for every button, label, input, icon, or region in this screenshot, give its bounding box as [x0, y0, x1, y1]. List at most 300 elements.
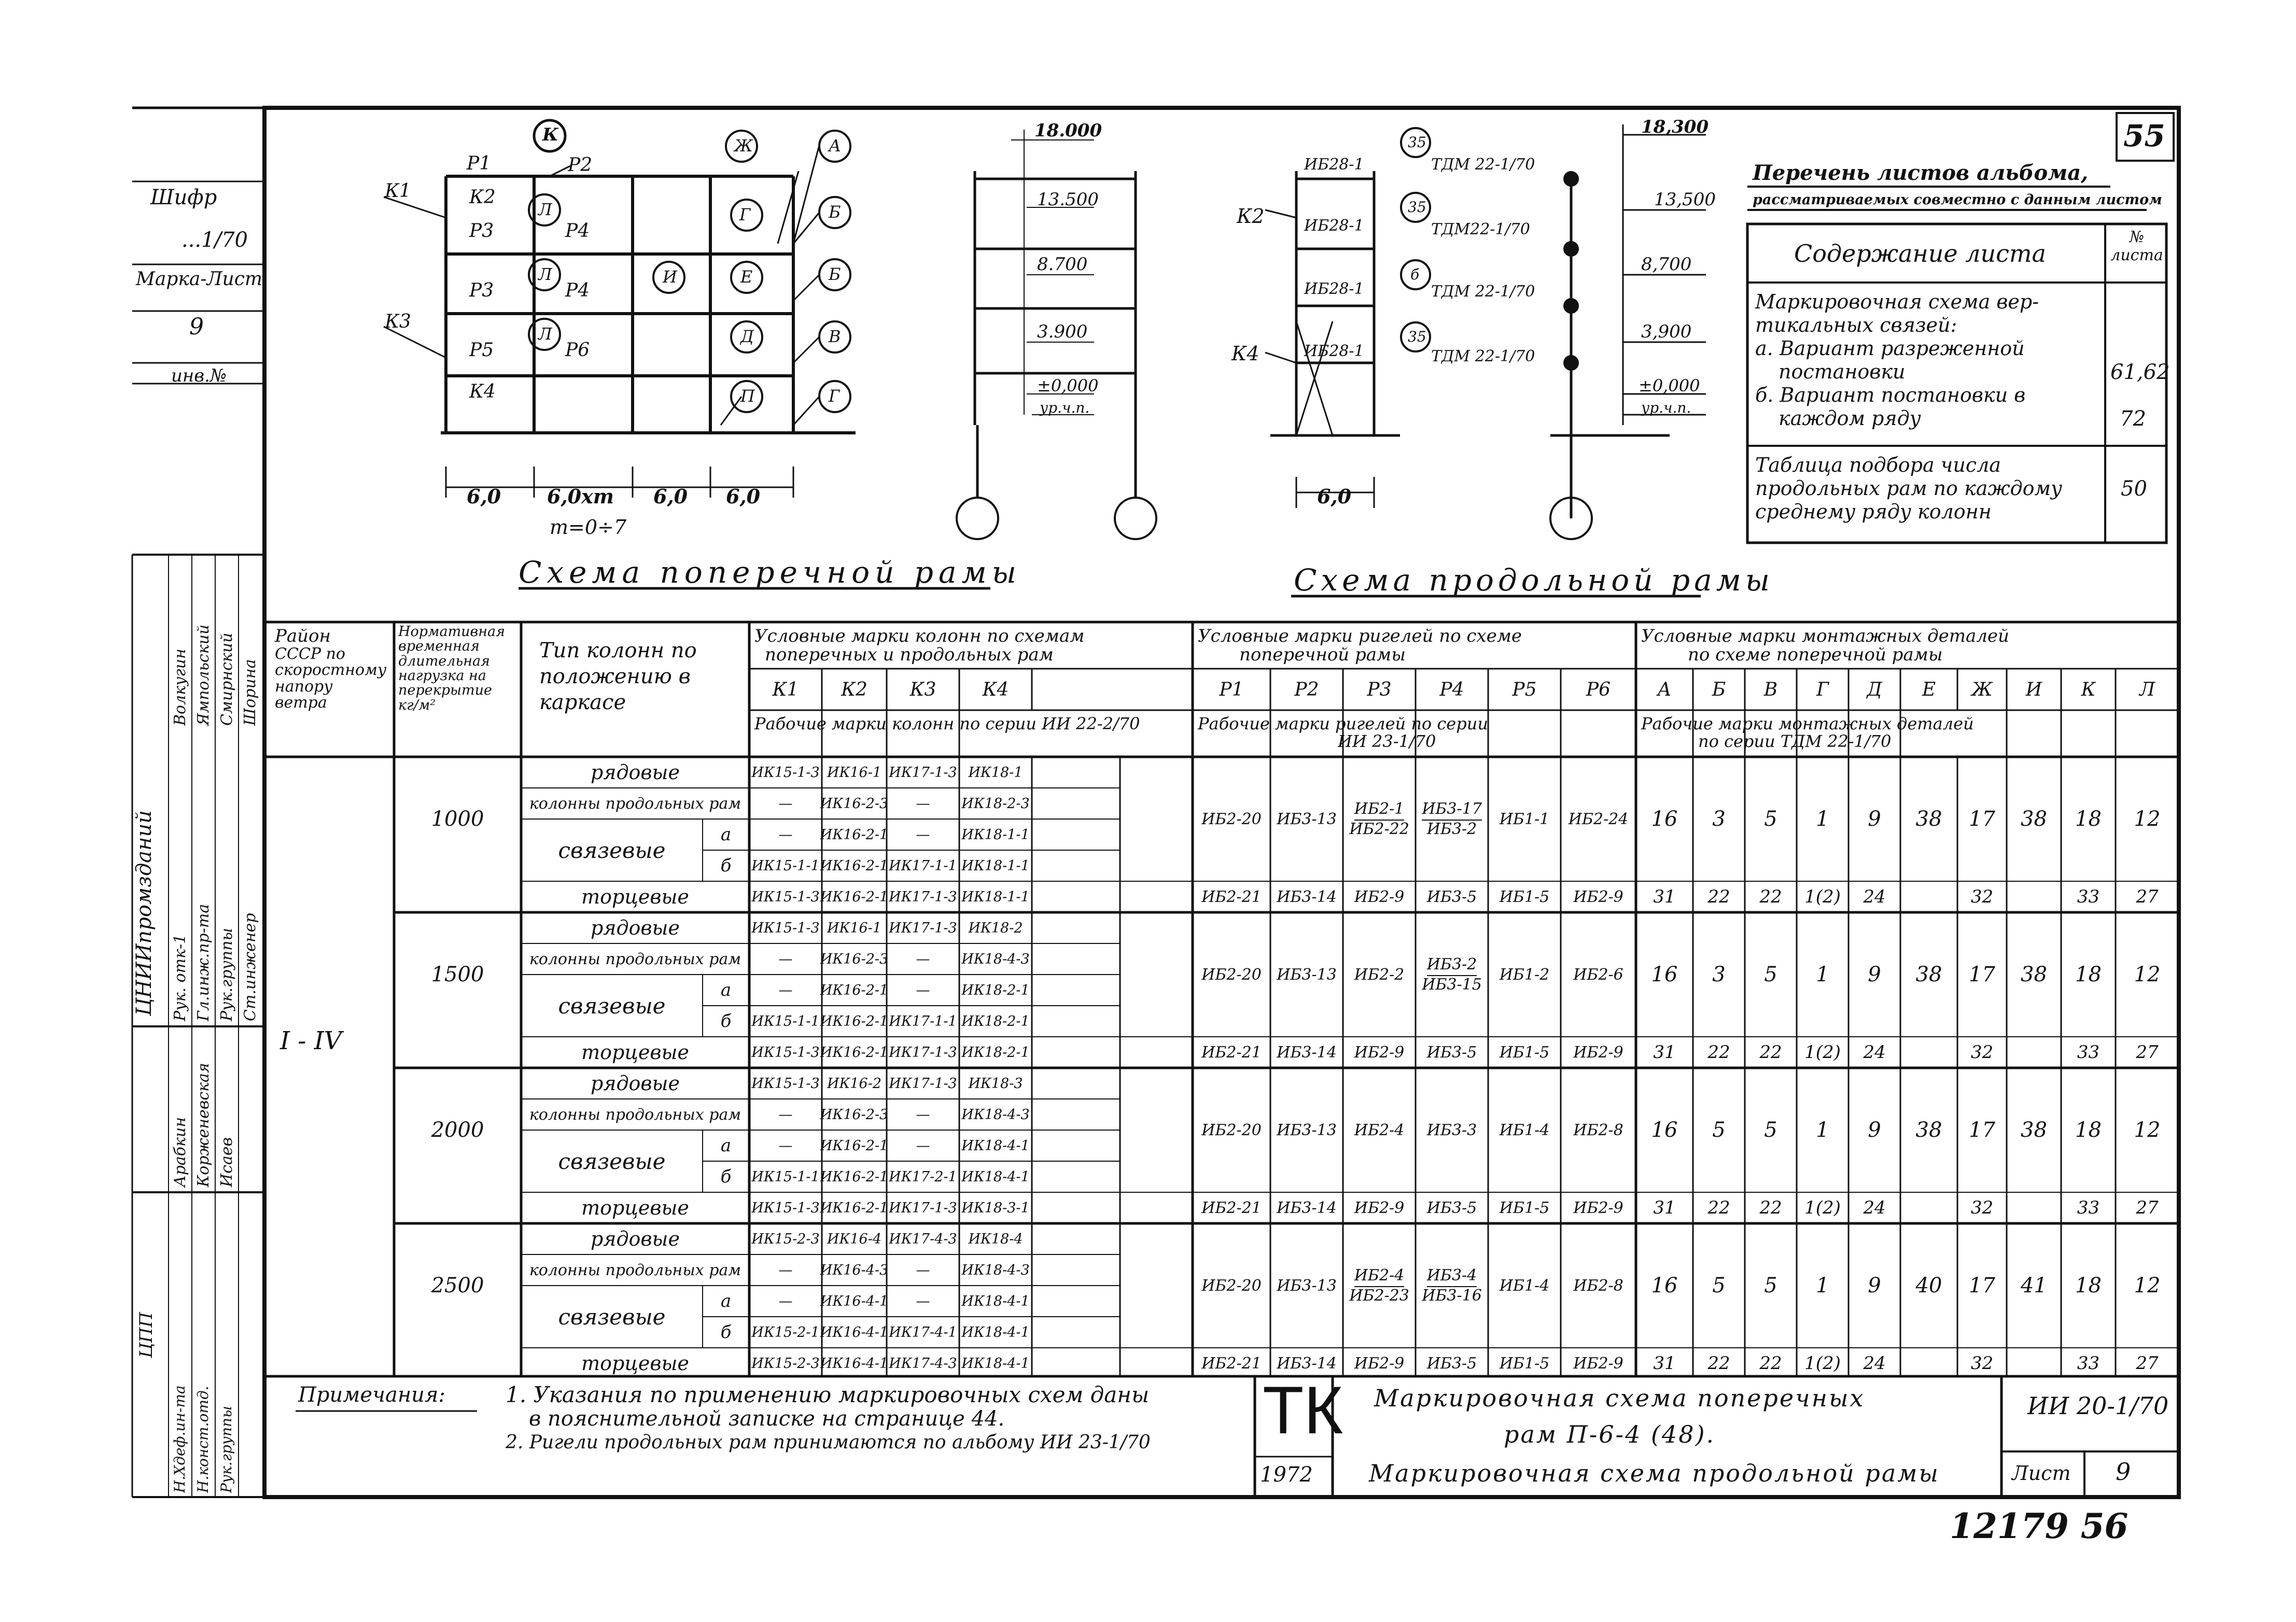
column-mark: ИК16-4-1 — [820, 1355, 889, 1372]
rigel-mark: ИБ2-20 — [1201, 965, 1262, 984]
circle-label-d: Д — [740, 327, 754, 346]
column-mark: ИК18-2-3 — [961, 795, 1030, 812]
column-mark: — — [778, 1262, 793, 1278]
detail-mark: 12 — [2134, 963, 2161, 986]
column-mark: ИК17-1-3 — [889, 888, 957, 905]
span-1: 6,0 — [467, 485, 501, 508]
rigel-end-mark: ИБ1-5 — [1499, 1043, 1550, 1062]
column-mark: ИК18-4-3 — [961, 1262, 1030, 1278]
rigel-label-p5: Р5 — [469, 340, 494, 361]
column-mark: ИК17-4-3 — [889, 1355, 957, 1372]
column-mark: ИК15-1-1 — [751, 1013, 820, 1029]
header-load-line: перекрытие — [398, 682, 492, 699]
circle-label-b2: Б — [829, 264, 841, 284]
longitudinal-title: Схема продольной рамы — [1294, 562, 1774, 598]
detail-end-mark — [1900, 1348, 1957, 1379]
detail-end-mark: 31 — [1653, 1042, 1676, 1063]
header-type — [539, 638, 747, 715]
long-column-k4: К4 — [1231, 342, 1259, 365]
rigel-mark: ИБ3-3 — [1426, 1121, 1477, 1139]
sheet-list-row-1-line: Маркировочная схема вер- — [1755, 290, 2039, 313]
region-value: I - IV — [280, 1026, 342, 1055]
col-type-end: торцевые — [581, 1041, 689, 1064]
header-detail-6: Е — [1922, 679, 1936, 700]
tie-2: ТДМ22-1/70 — [1431, 220, 1530, 238]
span-2: 6,0хm — [547, 485, 614, 508]
circle-label-i: И — [663, 267, 677, 287]
rigel-mark: ИБ3-13 — [1277, 810, 1337, 828]
column-mark: ИК18-4-1 — [961, 1324, 1030, 1341]
header-detail-10: Л — [2139, 679, 2155, 700]
code-label: Шифр — [150, 186, 217, 209]
column-mark: — — [916, 795, 930, 812]
detail-mark: 5 — [1764, 963, 1777, 986]
column-mark: ИК17-1-1 — [889, 857, 957, 874]
column-mark: ИК15-1-1 — [751, 1168, 820, 1185]
rigel-mark-part: ИБ2-1 — [1354, 800, 1405, 821]
detail-mark: 5 — [1764, 1274, 1777, 1297]
load-value: 1000 — [431, 807, 484, 831]
sub-a: а — [720, 1291, 732, 1311]
tk-logo: ТК — [1263, 1372, 1343, 1448]
header-detail-3: В — [1763, 679, 1778, 700]
detail-end-mark — [1900, 1037, 1957, 1068]
detail-end-mark — [1900, 1192, 1957, 1223]
detail-mark: 38 — [1915, 807, 1942, 831]
header-region-line: напору — [275, 677, 333, 696]
column-label-k4: К4 — [469, 381, 496, 402]
sheet-list-title: Перечень листов альбома, — [1753, 161, 2089, 185]
rigel-end-mark: ИБ2-9 — [1573, 887, 1623, 906]
title-series: ИИ 20-1/70 — [2027, 1392, 2169, 1420]
detail-end-mark: 1(2) — [1804, 1042, 1841, 1063]
rigel-end-mark: ИБ3-14 — [1277, 1198, 1337, 1217]
tie-4: ТДМ 22-1/70 — [1431, 347, 1535, 365]
column-mark: ИК18-1-1 — [961, 888, 1030, 905]
header-rigels — [1198, 627, 1522, 664]
rigel-end-mark: ИБ2-9 — [1354, 1043, 1405, 1062]
column-mark: ИК17-1-3 — [889, 1200, 957, 1216]
sheet-list-col-num: № листа — [2110, 228, 2163, 264]
col-type-tie: связевые — [558, 1304, 666, 1330]
column-mark: — — [778, 951, 793, 967]
detail-end-mark: 22 — [1759, 1197, 1782, 1218]
detail-mark: 18 — [2075, 1118, 2102, 1142]
notes-label: Примечания: — [298, 1383, 445, 1407]
elev2-2: 13,500 — [1654, 189, 1716, 210]
detail-end-mark: 32 — [1970, 886, 1994, 907]
detail-end-mark: 24 — [1863, 1042, 1886, 1063]
detail-mark: 1 — [1816, 963, 1829, 986]
rigel-mark — [1416, 1223, 1488, 1348]
column-mark: — — [778, 982, 793, 998]
detail-end-mark: 33 — [2077, 886, 2100, 907]
rigel-mark: ИБ2-6 — [1573, 965, 1623, 984]
column-mark: ИК17-1-3 — [889, 764, 957, 781]
detail-end-mark: 27 — [2136, 1042, 2159, 1063]
sub-a: а — [720, 824, 732, 845]
title-line-2: рам П-6-4 (48). — [1504, 1420, 1716, 1448]
column-mark: ИК16-4-1 — [820, 1324, 889, 1341]
header-detail-2: Б — [1712, 679, 1726, 700]
column-mark: ИК18-1-1 — [961, 826, 1030, 843]
m-note: m=0÷7 — [550, 516, 627, 539]
column-mark: ИК18-4-1 — [961, 1168, 1030, 1185]
rigel-mark: ИБ1-4 — [1499, 1121, 1550, 1139]
circle-label-e: Е — [740, 267, 753, 287]
elev2-4: 3,900 — [1641, 321, 1692, 342]
header-col-1: К1 — [772, 679, 799, 700]
detail-mark: 38 — [2021, 807, 2047, 831]
rigel-end-mark: ИБ2-9 — [1573, 1043, 1623, 1062]
col-type-end: торцевые — [581, 1352, 689, 1375]
header-rigel-3: Р3 — [1367, 679, 1392, 700]
column-mark: ИК16-2-1 — [820, 888, 889, 905]
header-columns-line: поперечных и продольных рам — [765, 644, 1054, 665]
col-type-end: торцевые — [581, 1196, 689, 1219]
column-mark: ИК15-1-3 — [751, 920, 820, 936]
sheet-list-num-2: 72 — [2120, 407, 2146, 431]
detail-mark: 18 — [2075, 807, 2102, 831]
detail-mark: 17 — [1969, 963, 1995, 986]
column-mark: — — [778, 826, 793, 843]
rigel-end-mark: ИБ2-9 — [1354, 1354, 1405, 1373]
column-mark: ИК15-1-3 — [751, 1200, 820, 1216]
rigel-mark: ИБ1-1 — [1499, 810, 1550, 828]
column-mark: ИК15-2-1 — [751, 1324, 820, 1341]
circle-label-l1: Л — [538, 200, 552, 219]
tie-num-2: 35 — [1408, 199, 1426, 216]
detail-end-mark: 27 — [2136, 1353, 2159, 1374]
rigel-mark — [1416, 757, 1488, 881]
sub-b: б — [720, 1322, 732, 1343]
rigel-end-mark: ИБ3-5 — [1426, 887, 1477, 906]
column-mark: — — [778, 1106, 793, 1123]
rigel-end-mark: ИБ3-14 — [1277, 1354, 1337, 1373]
title-line-1: Маркировочная схема поперечных — [1374, 1384, 1865, 1412]
column-mark: ИК16-2-1 — [820, 1168, 889, 1185]
column-mark: ИК15-1-3 — [751, 888, 820, 905]
span-4: 6,0 — [726, 485, 761, 508]
column-mark: — — [778, 795, 793, 812]
detail-end-mark: 31 — [1653, 1353, 1676, 1374]
detail-mark: 17 — [1969, 1118, 1995, 1142]
column-mark: ИК15-2-3 — [751, 1355, 820, 1372]
span-3: 6,0 — [653, 485, 688, 508]
header-load-line: временная — [398, 638, 480, 655]
org2-name: ЦПП — [136, 1312, 157, 1358]
tie-num-1: 35 — [1408, 134, 1426, 151]
col-type-row: рядовые — [590, 916, 680, 939]
detail-mark: 16 — [1651, 1118, 1678, 1142]
detail-end-mark: 24 — [1863, 1197, 1886, 1218]
elev2-6: ур.ч.п. — [1641, 399, 1691, 416]
detail-end-mark — [2007, 1348, 2061, 1379]
detail-end-mark: 32 — [1970, 1197, 1994, 1218]
long-rigel-4: ИБ28-1 — [1304, 342, 1364, 360]
column-mark: ИК16-2-1 — [820, 1137, 889, 1154]
header-load — [398, 625, 520, 713]
column-mark: ИК17-4-1 — [889, 1324, 957, 1341]
rigel-mark-part: ИБ3-17 — [1422, 800, 1482, 821]
column-mark: ИК18-4-1 — [961, 1137, 1030, 1154]
header-col-3: К3 — [909, 679, 936, 700]
header-region-line: ветра — [275, 694, 327, 712]
long-rigel-3: ИБ28-1 — [1304, 280, 1364, 298]
detail-end-mark: 32 — [1970, 1353, 1994, 1374]
circle-label-p: П — [740, 386, 755, 406]
detail-mark: 17 — [1969, 807, 1995, 831]
col-type-row: рядовые — [590, 1072, 680, 1095]
rigel-end-mark: ИБ3-5 — [1426, 1043, 1477, 1062]
column-mark: ИК16-2-1 — [820, 1013, 889, 1029]
name2-3: Исаев — [218, 1137, 236, 1187]
rigel-mark-part: ИБ2-22 — [1349, 820, 1409, 838]
rigel-mark-part: ИБ3-16 — [1422, 1287, 1482, 1305]
detail-end-mark: 33 — [2077, 1353, 2100, 1374]
column-label-k2: К2 — [469, 187, 496, 208]
column-mark: ИК17-4-3 — [889, 1231, 957, 1247]
long-span: 6,0 — [1317, 485, 1352, 508]
circle-label-g2: Г — [829, 386, 840, 406]
detail-mark: 16 — [1651, 807, 1678, 831]
header-rigel-2: Р2 — [1294, 679, 1319, 700]
rigel-mark: ИБ3-13 — [1277, 1121, 1337, 1139]
detail-mark: 18 — [2075, 963, 2102, 986]
header-region-line: Район — [275, 626, 331, 646]
rigel-end-mark: ИБ1-5 — [1499, 1198, 1550, 1217]
circle-label-b1: Б — [829, 202, 841, 222]
sheet-list-num-3: 50 — [2121, 477, 2147, 501]
rigel-mark — [1343, 1223, 1416, 1348]
sheet-list-row-2-line: Таблица подбора числа — [1755, 454, 2001, 476]
detail-end-mark: 22 — [1707, 1197, 1730, 1218]
col-type-row: рядовые — [590, 1228, 680, 1250]
long-rigel-1: ИБ28-1 — [1304, 156, 1364, 174]
title-sheet-number: 9 — [2116, 1458, 2131, 1486]
mark-value: 9 — [189, 314, 204, 340]
header-detail-7: Ж — [1971, 679, 1993, 700]
col-type-row: рядовые — [590, 761, 680, 784]
rigel-mark-part: ИБ2-4 — [1354, 1267, 1405, 1287]
col-type-tie: связевые — [558, 1148, 666, 1174]
header-rigel-4: Р4 — [1439, 679, 1464, 700]
column-mark: ИК18-3 — [968, 1075, 1023, 1092]
circle-label-v: В — [829, 327, 841, 346]
name-1: Волкугин — [171, 648, 189, 726]
header-region-line: скоростному — [275, 661, 387, 680]
header-load-line: нагрузка на — [398, 668, 486, 684]
rigel-mark-part: ИБ3-2 — [1426, 820, 1477, 838]
header-col-2: К2 — [841, 679, 867, 700]
column-mark: ИК16-2-1 — [820, 857, 889, 874]
column-mark: ИК18-3-1 — [961, 1200, 1030, 1216]
role-4: Ст.инженер — [241, 913, 259, 1021]
header-details-series — [1641, 715, 1974, 750]
column-mark: ИК17-1-3 — [889, 920, 957, 936]
load-value: 1500 — [431, 963, 484, 986]
header-rigels-line: Условные марки ригелей по схеме — [1198, 626, 1522, 646]
detail-mark: 3 — [1712, 807, 1726, 831]
column-mark: ИК16-2-3 — [820, 951, 889, 967]
sheet-list-num-1: 61,62 — [2110, 360, 2170, 384]
header-detail-5: Д — [1867, 679, 1882, 700]
detail-mark: 9 — [1868, 1118, 1881, 1142]
tie-num-4: 35 — [1408, 328, 1426, 345]
rigel-mark-part: ИБ3-15 — [1422, 976, 1482, 994]
header-type-line: Тип колонн по — [539, 639, 697, 662]
elev-5: ±0,000 — [1037, 376, 1099, 396]
elev-4: 3.900 — [1037, 321, 1088, 342]
detail-end-mark: 22 — [1759, 886, 1782, 907]
detail-end-mark: 22 — [1759, 1353, 1782, 1374]
sheet-list-row-2-line: среднему ряду колонн — [1755, 500, 1992, 523]
note-2: 2. Ригели продольных рам принимаются по альбому ИИ 23-1/70 — [506, 1432, 1151, 1453]
sub-a: а — [720, 980, 732, 1000]
detail-mark: 3 — [1712, 963, 1726, 986]
detail-end-mark: 27 — [2136, 886, 2159, 907]
detail-end-mark: 32 — [1970, 1042, 1994, 1063]
column-mark: — — [916, 1106, 930, 1123]
detail-mark: 1 — [1816, 807, 1829, 831]
header-rigels-series-line: Рабочие марки ригелей по серии — [1198, 714, 1488, 734]
detail-mark: 16 — [1651, 1274, 1678, 1297]
note-1: 1. Указания по применению маркировочных схем даны — [506, 1382, 1150, 1407]
page-number: 55 — [2123, 118, 2165, 153]
elev-3: 8.700 — [1037, 254, 1088, 275]
code-value: ...1/70 — [181, 228, 248, 252]
column-mark: ИК16-2-3 — [820, 795, 889, 812]
circle-label-g: Г — [739, 205, 751, 224]
detail-end-mark: 22 — [1707, 1042, 1730, 1063]
column-mark: ИК15-1-1 — [751, 857, 820, 874]
rigel-mark — [1343, 757, 1416, 881]
rigel-end-mark: ИБ2-9 — [1354, 887, 1405, 906]
col-type-tie: связевые — [558, 993, 666, 1019]
header-details-series-line: по серии ТДМ 22-1/70 — [1698, 731, 1892, 751]
header-details-series-line: Рабочие марки монтажных деталей — [1641, 714, 1974, 734]
column-mark: ИК15-1-3 — [751, 1075, 820, 1092]
header-load-line: кг/м² — [398, 697, 436, 713]
sheet-list-row-1-line: тикальных связей: — [1755, 314, 1957, 336]
header-rigel-5: Р5 — [1512, 679, 1537, 700]
name2-1: Арабкин — [171, 1117, 189, 1187]
role-2: Гл.инж.пр-та — [194, 904, 213, 1021]
column-mark: — — [778, 1137, 793, 1154]
detail-end-mark: 22 — [1707, 886, 1730, 907]
rigel-end-mark: ИБ2-21 — [1201, 1043, 1262, 1062]
detail-end-mark: 27 — [2136, 1197, 2159, 1218]
tie-3: ТДМ 22-1/70 — [1431, 283, 1535, 301]
rigel-mark: ИБ2-20 — [1201, 810, 1262, 828]
rigel-mark-part: ИБ2-23 — [1349, 1287, 1409, 1305]
sheet-list-row-2-line: продольных рам по каждому — [1755, 477, 2063, 500]
col-type-long: колонны продольных рам — [529, 1261, 741, 1279]
rigel-end-mark: ИБ2-21 — [1201, 1354, 1262, 1373]
detail-mark: 9 — [1868, 963, 1881, 986]
col-type-tie: связевые — [558, 837, 666, 863]
detail-mark: 38 — [1915, 963, 1942, 986]
circle-label-zh: Ж — [734, 136, 753, 156]
rigel-label-p1: Р1 — [467, 153, 492, 174]
column-mark: ИК16-4 — [827, 1231, 882, 1247]
detail-mark: 12 — [2134, 1118, 2161, 1142]
detail-end-mark: 31 — [1653, 1197, 1676, 1218]
role2-1: Н.Хдеф.ин-та — [171, 1385, 188, 1493]
title-line-3: Маркировочная схема продольной рамы — [1369, 1459, 1940, 1487]
rigel-label-p3b: Р3 — [469, 280, 494, 301]
header-region — [275, 627, 389, 711]
detail-mark: 1 — [1816, 1274, 1829, 1297]
sheet-list-subtitle: рассматриваемых совместно с данным листом — [1753, 192, 2162, 208]
detail-mark: 38 — [2021, 963, 2047, 986]
rigel-end-mark: ИБ3-5 — [1426, 1354, 1477, 1373]
column-mark: ИК15-1-3 — [751, 1044, 820, 1061]
long-rigel-2: ИБ28-1 — [1304, 217, 1364, 235]
rigel-label-p4b: Р4 — [565, 280, 590, 301]
column-mark: ИК18-4-1 — [961, 1293, 1030, 1309]
header-detail-1: А — [1657, 679, 1672, 700]
rigel-end-mark: ИБ2-21 — [1201, 887, 1262, 906]
sheet-list-row-1-line: а. Вариант разреженной — [1755, 337, 2025, 360]
header-type-line: положению в — [539, 665, 691, 688]
column-mark: ИК18-4-3 — [961, 1106, 1030, 1123]
tie-1: ТДМ 22-1/70 — [1431, 156, 1535, 174]
detail-mark: 12 — [2134, 1274, 2161, 1297]
rigel-mark: ИБ2-24 — [1568, 810, 1629, 828]
circle-label-a: А — [829, 136, 842, 156]
col-type-end: торцевые — [581, 885, 689, 908]
role2-3: Рук.группы — [218, 1406, 235, 1493]
rigel-end-mark: ИБ3-5 — [1426, 1198, 1477, 1217]
column-label-k1: К1 — [385, 180, 411, 202]
detail-end-mark: 33 — [2077, 1042, 2100, 1063]
column-mark: ИК17-2-1 — [889, 1168, 957, 1185]
rigel-end-mark: ИБ1-5 — [1499, 887, 1550, 906]
rigel-mark-part: ИБ3-2 — [1427, 956, 1477, 976]
detail-mark: 16 — [1651, 963, 1678, 986]
detail-mark: 38 — [2021, 1118, 2047, 1142]
rigel-mark — [1416, 912, 1488, 1037]
name2-2: Корженевская — [194, 1063, 213, 1187]
column-mark: — — [916, 951, 930, 967]
role2-2: Н.конст.отд. — [194, 1386, 212, 1493]
header-details-line: по схеме поперечной рамы — [1688, 644, 1943, 665]
column-mark: ИК18-4-1 — [961, 1355, 1030, 1372]
detail-mark: 9 — [1868, 1274, 1881, 1297]
column-mark: — — [916, 826, 930, 843]
detail-mark: 12 — [2134, 807, 2161, 831]
rigel-end-mark: ИБ2-9 — [1573, 1354, 1623, 1373]
header-columns-series: Рабочие марки колонн по серии ИИ 22-2/70 — [754, 714, 1140, 734]
detail-end-mark: 1(2) — [1804, 886, 1841, 907]
name-2: Ямпольский — [194, 624, 213, 726]
column-mark: ИК16-2-1 — [820, 826, 889, 843]
header-details — [1641, 627, 2009, 664]
detail-mark: 38 — [1915, 1118, 1942, 1142]
column-mark: ИК16-1 — [827, 920, 882, 936]
elev2-1: 18,300 — [1641, 117, 1709, 137]
rigel-end-mark: ИБ3-14 — [1277, 887, 1337, 906]
column-mark: ИК17-1-3 — [889, 1075, 957, 1092]
header-rigels-series — [1198, 715, 1488, 750]
name-3: Смирнский — [218, 632, 236, 726]
detail-end-mark: 31 — [1653, 886, 1676, 907]
detail-end-mark — [2007, 1192, 2061, 1223]
circle-label-l2: Л — [538, 264, 552, 284]
header-rigel-1: Р1 — [1219, 679, 1244, 700]
rigel-mark: ИБ2-8 — [1573, 1121, 1623, 1139]
